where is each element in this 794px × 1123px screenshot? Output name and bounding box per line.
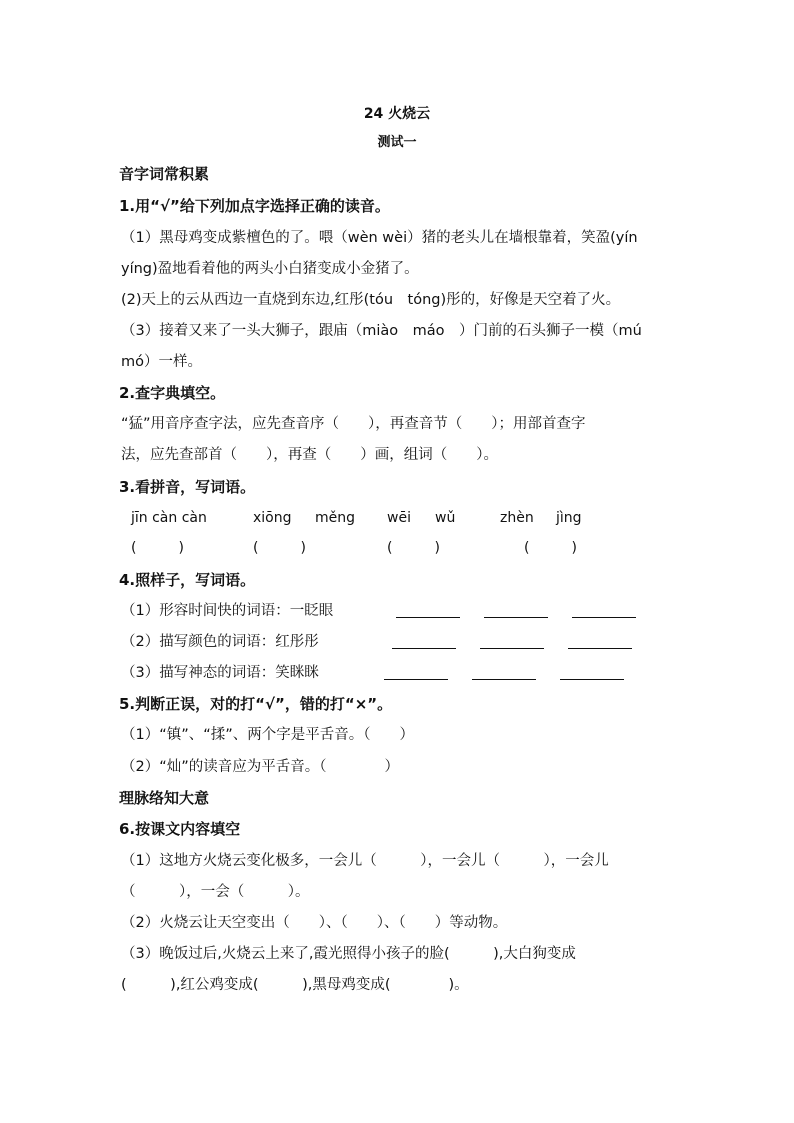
answer-paren-3[interactable]: ( ) [387, 540, 440, 556]
q1-heading: 1.用“√”给下列加点字选择正确的读音。 [119, 197, 390, 215]
pinyin-1: jīn càn càn [131, 510, 207, 526]
q4-line-1: （1）形容时间快的词语：一眨眼 [121, 603, 334, 619]
q1-line-3: (2)天上的云从西边一直烧到东边,红彤(tóu tóng)彤的，好像是天空着了火。 [121, 292, 621, 308]
q1-line-4: （3）接着又来了一头大狮子，跟庙（miào máo ）门前的石头狮子一模（mú [121, 323, 642, 339]
q6-heading: 6.按课文内容填空 [119, 820, 241, 838]
q1-line-5: mó）一样。 [121, 354, 202, 370]
q6-line-5: ( ),红公鸡变成( ),黑母鸡变成( )。 [121, 977, 469, 993]
section-heading-1: 音字词常积累 [119, 165, 210, 183]
answer-paren-2[interactable]: ( ) [253, 540, 306, 556]
pinyin-4: wēi [387, 510, 411, 526]
answer-blank[interactable] [560, 679, 624, 680]
q5-line-2: （2）“灿”的读音应为平舌音。（ ） [121, 759, 399, 775]
q2-line-1: “猛”用音序查字法，应先查音序（ ），再查音节（ ）；用部首查字 [121, 416, 586, 432]
q5-line-1: （1）“镇”、“揉”、两个字是平舌音。（ ） [121, 727, 415, 743]
answer-blank[interactable] [472, 679, 536, 680]
answer-blank[interactable] [568, 648, 632, 649]
pinyin-6: zhèn [500, 510, 534, 526]
q6-line-1: （1）这地方火烧云变化极多，一会儿（ ），一会儿（ ），一会儿 [121, 853, 609, 869]
q2-line-2: 法，应先查部首（ ），再查（ ）画，组词（ ）。 [121, 447, 498, 463]
answer-blank[interactable] [392, 648, 456, 649]
pinyin-5: wǔ [435, 510, 456, 526]
q5-heading: 5.判断正误，对的打“√”，错的打“×”。 [119, 695, 393, 713]
answer-blank[interactable] [480, 648, 544, 649]
answer-blank[interactable] [484, 617, 548, 618]
section-heading-2: 理脉络知大意 [119, 789, 210, 807]
q1-line-1: （1）黑母鸡变成紫檀色的了。喂（wèn wèi）猪的老头儿在墙根靠着，笑盈(yín [121, 230, 638, 246]
q6-line-2: （ ），一会（ ）。 [121, 884, 310, 900]
q6-line-4: （3）晚饭过后,火烧云上来了,霞光照得小孩子的脸( ),大白狗变成 [121, 946, 576, 962]
answer-blank[interactable] [396, 617, 460, 618]
pinyin-2: xiōng [253, 510, 292, 526]
q4-line-2: （2）描写颜色的词语：红彤彤 [121, 634, 319, 650]
q3-heading: 3.看拼音，写词语。 [119, 478, 256, 496]
q2-heading: 2.查字典填空。 [119, 384, 226, 402]
answer-paren-4[interactable]: ( ) [524, 540, 577, 556]
answer-blank[interactable] [384, 679, 448, 680]
q4-line-3: （3）描写神态的词语：笑眯眯 [121, 665, 319, 681]
q6-line-3: （2）火烧云让天空变出（ ）、（ ）、（ ）等动物。 [121, 915, 508, 931]
answer-paren-1[interactable]: ( ) [131, 540, 184, 556]
pinyin-3: měng [315, 510, 356, 526]
q4-heading: 4.照样子，写词语。 [119, 571, 256, 589]
page-title: 24 火烧云 [363, 106, 431, 122]
q1-line-2: yíng)盈地看着他的两头小白猪变成小金猪了。 [121, 261, 419, 277]
pinyin-7: jìng [556, 510, 582, 526]
answer-blank[interactable] [572, 617, 636, 618]
page-subtitle: 测试一 [377, 135, 417, 150]
